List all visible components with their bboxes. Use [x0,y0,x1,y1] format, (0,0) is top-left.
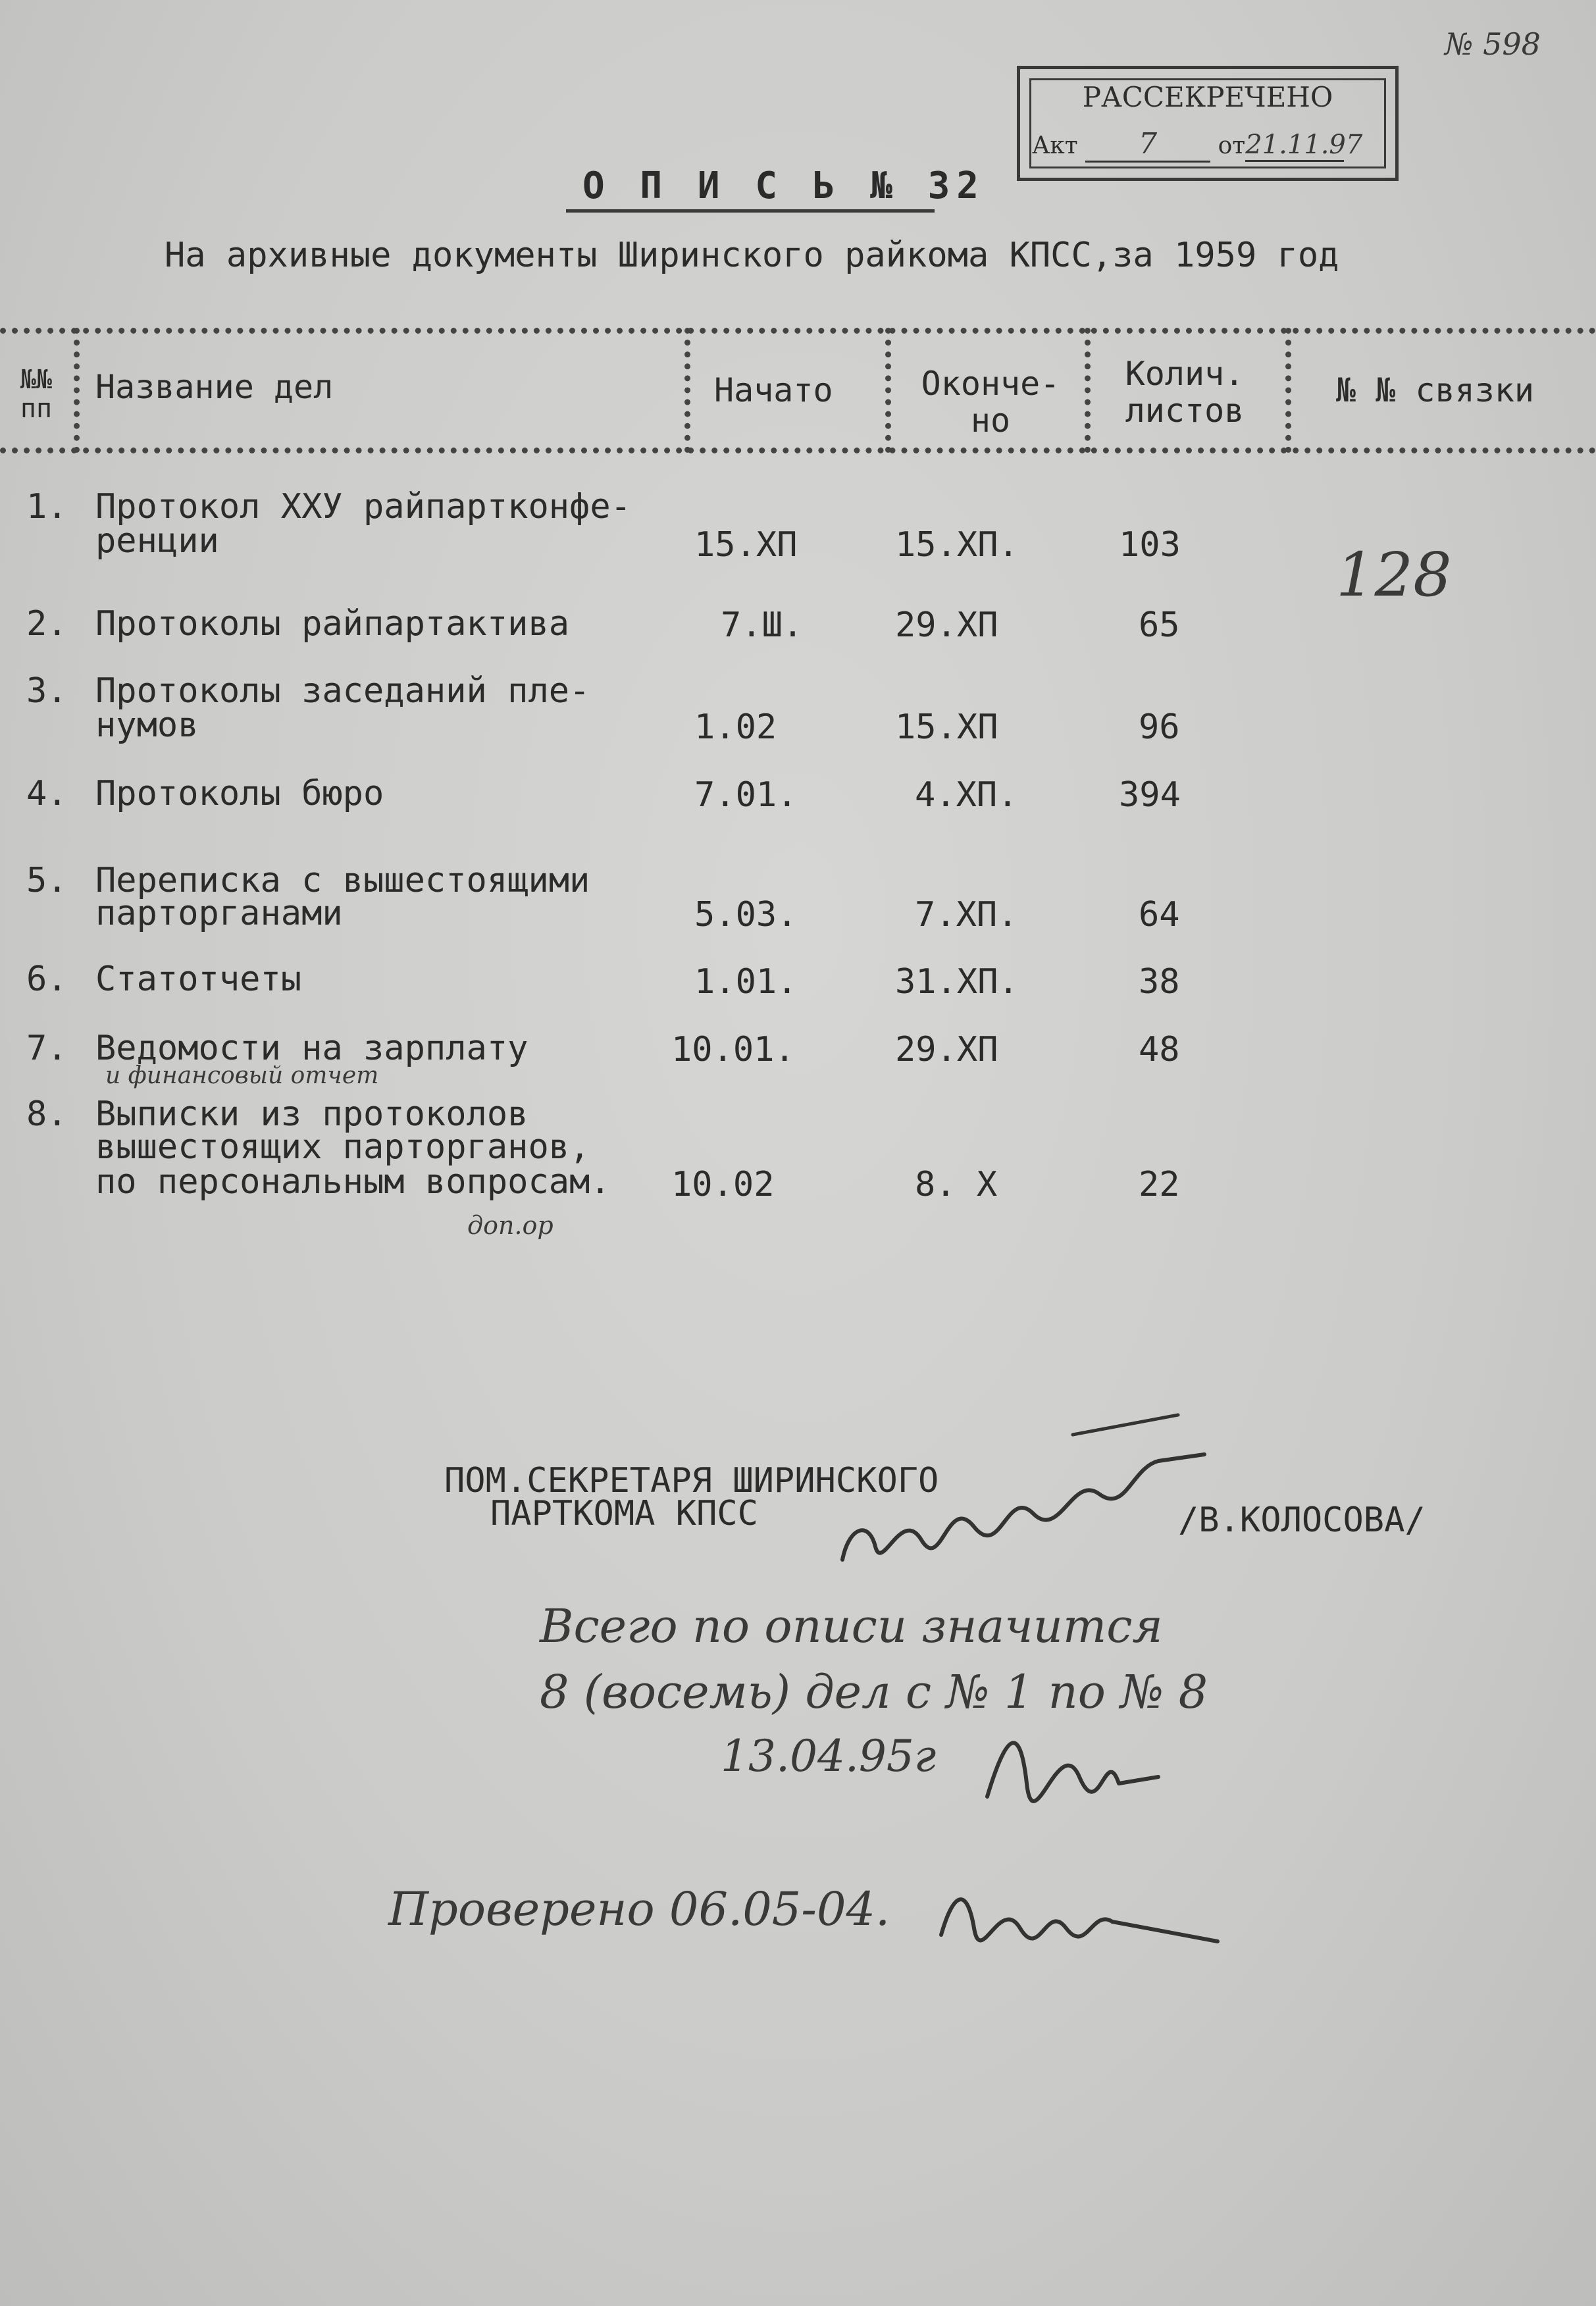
row-8-end: 8. X [915,1165,998,1204]
row-1-end: 15.XП. [895,525,1019,565]
row-7-handwritten-note: и финансовый отчет [105,1062,379,1089]
row-4-name-line-1: Протоколы бюро [95,774,384,813]
page-subtitle: На архивные документы Ширинского райкома КПСС,за 1959 год [165,236,1339,275]
stamp-date: 21.11.97 [1245,130,1363,160]
handwritten-total-line-1: Всего по описи значится [540,1599,1163,1653]
signature-scribble-1 [823,1395,1257,1593]
row-8-handwritten-note: доп.ор [467,1211,553,1240]
row-6-end: 31.XП. [895,962,1019,1002]
handwritten-total-date: 13.04.95г [721,1731,937,1781]
declassified-stamp [1017,66,1399,181]
signature-scribble-2 [967,1704,1165,1816]
row-7-start: 10.01. [671,1030,795,1069]
row-1-bundle: 128 [1336,540,1452,610]
row-4-start: 7.01. [694,775,798,815]
stamp-act-row [1032,127,1363,163]
row-5-start: 5.03. [694,895,798,935]
row-1-name-line-1: Протокол XXУ райпартконфе- [95,487,631,526]
sheet-number: № 598 [1445,26,1541,62]
row-2-start: 7.Ш. [721,605,804,645]
row-2-number: 2. [26,604,68,644]
title-underline [566,209,935,213]
row-8-start: 10.02 [671,1165,775,1204]
header-divider-1 [74,328,80,453]
page-title: О П И С Ь № 32 [582,165,986,207]
stamp-act-number: 7 [1139,127,1158,161]
row-6-start: 1.01. [694,962,798,1002]
row-3-start: 1.02 [694,707,777,747]
row-4-end: 4.XП. [915,775,1018,815]
row-8-name-line-3: по персональным вопросам. [95,1162,611,1202]
header-divider-2 [684,328,690,453]
signature-position-line-1: ПОМ.СЕКРЕТАРЯ ШИРИНСКОГО [444,1461,939,1500]
row-3-count: 96 [1139,707,1180,747]
signatory-name: /В.КОЛОСОВА/ [1178,1500,1426,1540]
header-divider-5 [1285,328,1291,453]
row-7-end: 29.XП [895,1030,998,1069]
row-2-end: 29.XП [895,605,998,645]
row-7-name-line-1: Ведомости на зарплату [95,1029,528,1068]
row-4-count: 394 [1119,775,1181,815]
signature-position-line-2: ПАРТКОМА КПСС [490,1494,758,1533]
row-1-count: 103 [1119,525,1181,565]
header-bundle: № № связки [1336,371,1535,409]
row-8-name-line-2: вышестоящих парторганов, [95,1127,590,1167]
header-end: Оконче- но [921,365,1060,440]
row-7-count: 48 [1139,1030,1180,1069]
row-3-name-line-2: нумов [95,705,199,745]
row-6-number: 6. [26,960,68,999]
header-name: Название дел [95,368,334,406]
row-5-end: 7.XП. [915,895,1018,935]
row-1-number: 1. [26,487,68,526]
row-4-number: 4. [26,774,68,813]
row-1-start: 15.XП [694,525,798,565]
row-5-name-line-1: Переписка с вышестоящими [95,861,590,900]
stamp-title: РАССЕКРЕЧЕНО [1082,81,1333,113]
header-bottom-rule [0,448,1596,453]
row-3-end: 15.XП [895,707,998,747]
signature-scribble-3 [928,1862,1231,1961]
row-6-name-line-1: Статотчеты [95,960,302,999]
row-3-name-line-1: Протоколы заседаний пле- [95,671,590,711]
row-8-count: 22 [1139,1165,1180,1204]
row-2-count: 65 [1139,605,1180,645]
row-7-number: 7. [26,1029,68,1068]
row-5-name-line-2: парторганами [95,894,343,933]
stamp-from-label: от [1218,132,1246,159]
row-3-number: 3. [26,671,68,711]
header-divider-4 [1085,328,1091,453]
header-number: №№ пп [20,365,53,424]
row-2-name-line-1: Протоколы райпартактива [95,604,570,644]
handwritten-total-line-2: 8 (восемь) дел с № 1 по № 8 [540,1665,1208,1719]
checked-note: Проверено 06.05-04. [388,1882,890,1936]
row-8-number: 8. [26,1094,68,1134]
row-6-count: 38 [1139,962,1180,1002]
header-divider-3 [885,328,891,453]
row-1-name-line-2: ренции [95,521,219,561]
row-5-count: 64 [1139,895,1180,935]
header-sheet-count: Колич. листов [1125,355,1245,430]
header-top-rule [0,328,1596,334]
row-5-number: 5. [26,861,68,900]
row-8-name-line-1: Выписки из протоколов [95,1094,528,1134]
stamp-act-label: Акт [1032,132,1078,159]
header-start: Начато [714,371,833,409]
